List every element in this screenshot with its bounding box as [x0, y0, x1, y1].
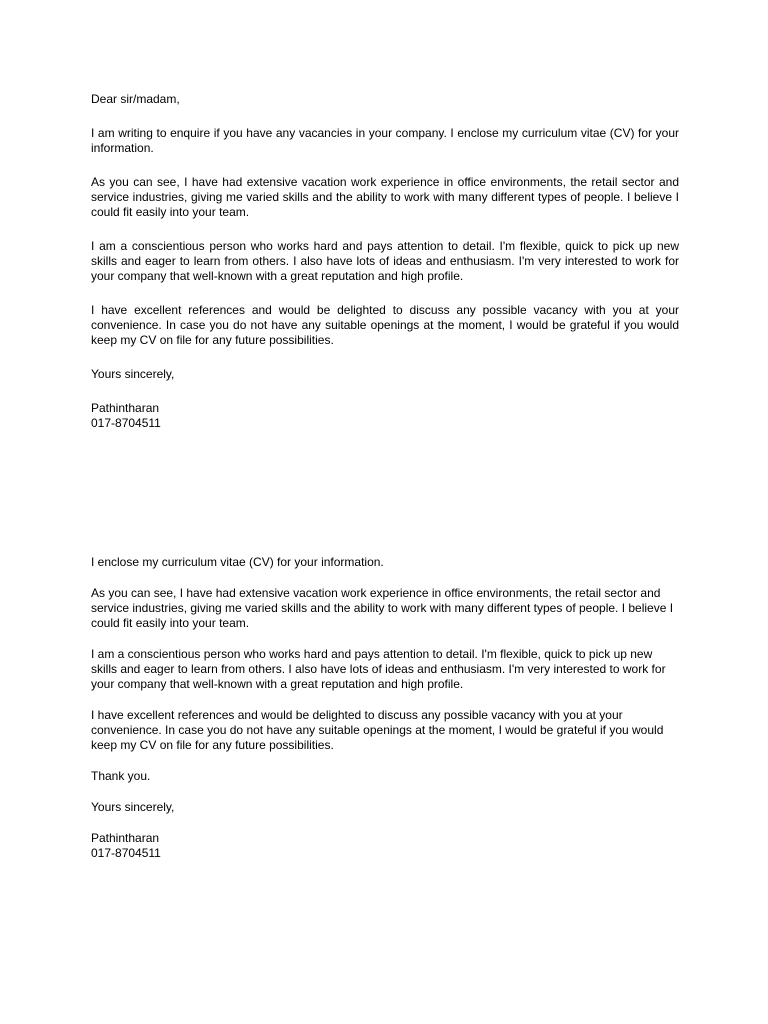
sender-phone: 017-8704511	[91, 416, 161, 430]
paragraph-experience: As you can see, I have had extensive vacation work experience in office environments, the retail sector and service industries, giving me varied skills and the ability to work with many different types of people. I believe I could fit easily into your team.	[91, 586, 674, 630]
signature-block	[91, 831, 679, 861]
sender-name: Pathintharan	[91, 831, 160, 845]
paragraph-references: I have excellent references and would be delighted to discuss any possible vacancy with you at your convenience. In case you do not have any suitable openings at the moment, I would be grateful if you would keep my CV on file for any future possibilities.	[91, 303, 679, 347]
paragraph-personality: I am a conscientious person who works hard and pays attention to detail. I'm flexible, quick to pick up new skills and eager to learn from others. I also have lots of ideas and enthusiasm. I'm very interested to work for your company that well-known with a great reputation and high profile.	[91, 647, 666, 691]
salutation: Dear sir/madam,	[91, 92, 180, 106]
paragraph-references: I have excellent references and would be delighted to discuss any possible vacancy with you at your convenience. In case you do not have any suitable openings at the moment, I would be grateful if you would keep my CV on file for any future possibilities.	[91, 708, 664, 752]
sender-phone: 017-8704511	[91, 846, 161, 860]
closing: Yours sincerely,	[91, 367, 175, 381]
closing: Yours sincerely,	[91, 800, 175, 814]
signature-block	[91, 401, 679, 431]
paragraph-personality: I am a conscientious person who works hard and pays attention to detail. I'm flexible, quick to pick up new skills and eager to learn from others. I also have lots of ideas and enthusiasm. I'm very interested to work for your company that well-known with a great reputation and high profile.	[91, 239, 679, 283]
paragraph-enquiry: I am writing to enquire if you have any vacancies in your company. I enclose my curriculum vitae (CV) for your information.	[91, 126, 679, 155]
paragraph-enclosure: I enclose my curriculum vitae (CV) for your information.	[91, 555, 384, 569]
thanks-line: Thank you.	[91, 769, 151, 783]
sender-name: Pathintharan	[91, 401, 160, 415]
cover-letter-1	[91, 92, 679, 431]
cover-letter-2	[91, 555, 679, 861]
paragraph-experience: As you can see, I have had extensive vacation work experience in office environments, the retail sector and service industries, giving me varied skills and the ability to work with many different types of people. I believe I could fit easily into your team.	[91, 175, 679, 219]
